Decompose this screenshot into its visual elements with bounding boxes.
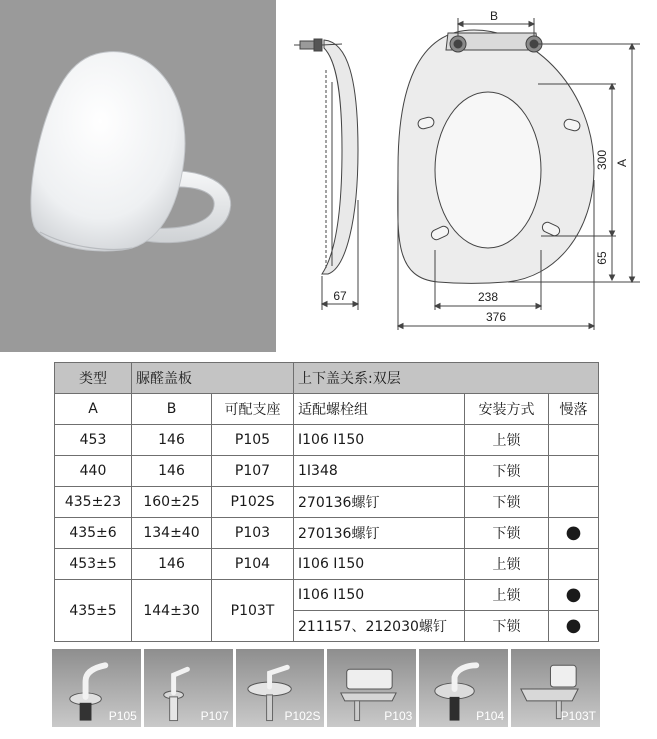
cell-install: 下锁 [465, 611, 549, 642]
table-group-header [55, 363, 599, 394]
cell-seat: P103 [212, 518, 294, 549]
part-thumb [144, 649, 233, 727]
cell-bolts: 1I348 [294, 456, 465, 487]
cell-a: 453 [55, 425, 132, 456]
cell-install: 下锁 [465, 518, 549, 549]
table-column-header [55, 394, 599, 425]
part-thumb [327, 649, 416, 727]
cell-seat: P102S [212, 487, 294, 518]
dim-label-65: 65 [595, 251, 609, 265]
col-slow: 慢落 [549, 394, 599, 425]
toilet-seat-photo [0, 0, 276, 352]
header-type: 类型 [55, 363, 132, 394]
cell-slow [549, 456, 599, 487]
cell-seat: P105 [212, 425, 294, 456]
cell-bolts: I106 I150 [294, 549, 465, 580]
cell-a: 435±6 [55, 518, 132, 549]
cell-a: 435±5 [55, 580, 132, 642]
cell-seat: P107 [212, 456, 294, 487]
cell-b: 144±30 [132, 580, 212, 642]
product-photo [0, 0, 276, 352]
cell-bolts: 270136螺钉 [294, 518, 465, 549]
col-seat: 可配支座 [212, 394, 294, 425]
part-thumb [511, 649, 600, 727]
col-bolts: 适配螺栓组 [294, 394, 465, 425]
cell-a: 435±23 [55, 487, 132, 518]
col-a: A [55, 394, 132, 425]
spec-table-body [55, 363, 599, 642]
cell-slow: ● [549, 611, 599, 642]
cell-b: 146 [132, 549, 212, 580]
dim-label-67: 67 [333, 289, 347, 303]
part-label: P103T [560, 709, 596, 723]
cell-slow [549, 487, 599, 518]
cell-bolts: I106 I150 [294, 580, 465, 611]
cell-slow: ● [549, 518, 599, 549]
cell-b: 146 [132, 425, 212, 456]
table-row [55, 487, 599, 518]
cell-install: 上锁 [465, 580, 549, 611]
part-label: P107 [200, 709, 229, 723]
cell-b: 146 [132, 456, 212, 487]
spec-table [54, 362, 599, 642]
cell-a: 440 [55, 456, 132, 487]
part-label: P102S [284, 709, 321, 723]
part-label: P103 [384, 709, 413, 723]
part-label: P105 [108, 709, 137, 723]
cell-install: 上锁 [465, 549, 549, 580]
cell-bolts: 211157、212030螺钉 [294, 611, 465, 642]
cell-b: 160±25 [132, 487, 212, 518]
table-row [55, 549, 599, 580]
dim-label-a: A [615, 158, 629, 168]
dim-label-376: 376 [485, 310, 507, 324]
table-row [55, 518, 599, 549]
cell-slow [549, 549, 599, 580]
cell-seat: P104 [212, 549, 294, 580]
part-thumb [52, 649, 141, 727]
dimension-drawing [276, 0, 657, 352]
cell-install: 下锁 [465, 487, 549, 518]
cell-bolts: 270136螺钉 [294, 487, 465, 518]
col-install: 安装方式 [465, 394, 549, 425]
table-row [55, 456, 599, 487]
technical-drawing [276, 0, 657, 352]
dim-label-b: B [489, 9, 499, 23]
parts-strip [52, 649, 600, 727]
cell-install: 下锁 [465, 456, 549, 487]
part-thumb [236, 649, 325, 727]
dim-label-238: 238 [477, 290, 499, 304]
cell-slow [549, 425, 599, 456]
cell-bolts: I106 I150 [294, 425, 465, 456]
cell-seat: P103T [212, 580, 294, 642]
dim-label-300: 300 [595, 149, 609, 171]
part-label: P104 [476, 709, 505, 723]
header-cover: 脲醛盖板 [132, 363, 294, 394]
cell-a: 453±5 [55, 549, 132, 580]
table-row [55, 580, 599, 611]
cell-slow: ● [549, 580, 599, 611]
table-row [55, 425, 599, 456]
part-thumb [419, 649, 508, 727]
col-b: B [132, 394, 212, 425]
cell-b: 134±40 [132, 518, 212, 549]
header-relation: 上下盖关系:双层 [294, 363, 599, 394]
cell-install: 上锁 [465, 425, 549, 456]
